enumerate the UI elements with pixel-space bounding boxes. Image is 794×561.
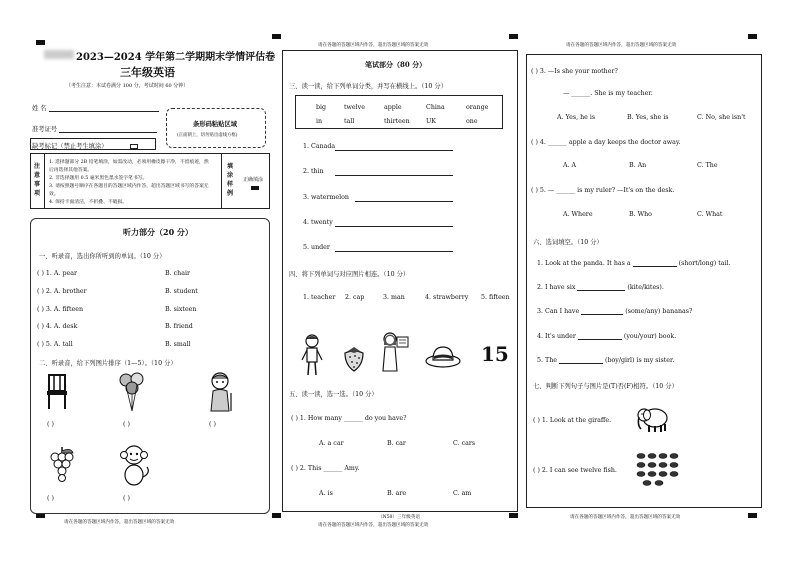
- middle-footer: （N58）三年级英语: [378, 515, 421, 520]
- q7-title: 七、判断下列句子与图片是(T)否(F)相符。（10 分）: [533, 383, 678, 390]
- q5-option[interactable]: C. No, she isn't: [697, 114, 746, 121]
- match-word[interactable]: 3. man: [383, 294, 405, 301]
- q5-question[interactable]: ( ) 4. ______ apple a day keeps the doctor away.: [531, 139, 681, 146]
- q3-item[interactable]: [303, 244, 330, 251]
- q6-item-pre: 2. I have six: [537, 284, 576, 291]
- q6-item-post: (some/any) bananas?: [625, 308, 693, 315]
- strawberry-icon[interactable]: [341, 345, 367, 373]
- right-section: [526, 54, 762, 508]
- q5-option[interactable]: A. Yes, he is: [557, 114, 596, 121]
- q6-item[interactable]: [537, 284, 664, 291]
- number-fifteen[interactable]: 15: [481, 342, 509, 366]
- listening-q1-item: ( ) 3. A. fifteen: [37, 306, 84, 313]
- registration-mark: [272, 513, 281, 518]
- q3-item[interactable]: [303, 168, 324, 175]
- ticket-field[interactable]: [32, 124, 157, 133]
- attention-item: 1. 选择题部分 2B 铅笔填涂，如需改动，必须用橡皮擦干净，不留痕迹，然后再选择其他答案。: [49, 160, 209, 173]
- q5-option[interactable]: C. cars: [453, 440, 476, 447]
- q6-item[interactable]: [537, 357, 674, 364]
- q6-blank[interactable]: [633, 266, 677, 267]
- q6-item-post: (boy/girl) is my sister.: [605, 357, 675, 364]
- header-notice: 请在各题的答题区域内作答，超出答题区域的答案无效: [318, 43, 429, 48]
- q6-item-pre: 4. It's under: [537, 333, 576, 340]
- listening-q1-option-b: B. friend: [165, 323, 193, 330]
- word-bank-word: in: [316, 118, 323, 125]
- name-label: 姓 名: [32, 105, 47, 112]
- q5-option[interactable]: C. am: [453, 490, 472, 497]
- monkey-icon: [117, 443, 151, 489]
- name-field[interactable]: [32, 103, 159, 112]
- word-bank-word: big: [316, 104, 327, 111]
- q7-item[interactable]: ( ) 1. Look at the giraffe.: [533, 417, 612, 424]
- ticket-label: 准考证号: [32, 126, 58, 133]
- header-notice: 请在各题的答题区域内作答，超出答题区域的答案无效: [566, 43, 677, 48]
- listening-q1-title: 一、听录音，选出你所听到的单词。（10 分）: [39, 253, 166, 260]
- q5-question[interactable]: ( ) 3. —Is she your mother?: [531, 68, 618, 75]
- listening-q1-item: ( ) 1. A. pear: [37, 270, 77, 277]
- word-bank-word: UK: [426, 118, 437, 125]
- q5-title: 五、读一读，选一选。（10 分）: [289, 391, 378, 398]
- exam-subject: 三年级英语: [120, 66, 175, 79]
- footer-notice: 请在各题的答题区域内作答，超出答题区域的答案无效: [64, 520, 175, 525]
- order-paren[interactable]: ( ): [47, 495, 54, 502]
- q3-answer-line[interactable]: [335, 251, 453, 252]
- q6-blank[interactable]: [577, 290, 625, 291]
- word-bank: [295, 95, 503, 129]
- q6-item[interactable]: [537, 308, 692, 315]
- q5-question[interactable]: ( ) 1. How many ______ do you have?: [291, 415, 407, 422]
- attention-label: 注意事项: [34, 163, 41, 197]
- q3-answer-line[interactable]: [335, 175, 453, 176]
- q5-question-answer: — ______. She is my teacher.: [563, 90, 653, 97]
- word-bank-word: twelve: [344, 104, 365, 111]
- exam-note: （考生注意：本试卷满分 100 分，考试时间 60 分钟）: [66, 83, 189, 89]
- listening-q1-item: ( ) 2. A. brother: [37, 288, 87, 295]
- match-word[interactable]: 5. fifteen: [481, 294, 510, 301]
- grapes-icon: [47, 445, 77, 487]
- q3-item-label: 2. thin: [303, 168, 324, 175]
- barcode-sub: (正面朝上，切勿贴出虚线方框): [177, 133, 238, 138]
- word-bank-word: apple: [384, 104, 402, 111]
- q6-item[interactable]: [537, 260, 731, 267]
- registration-mark: [509, 34, 518, 39]
- q5-option[interactable]: A. a car: [319, 440, 344, 447]
- man-icon[interactable]: [301, 333, 323, 377]
- attention-item: 3. 请按照题号顺序在各题目的答题区域内作答，超出答题区域书写的答案无效。: [49, 184, 209, 197]
- q6-blank[interactable]: [559, 363, 603, 364]
- word-bank-word: thirteen: [384, 118, 410, 125]
- q5-option[interactable]: B. An: [629, 162, 647, 169]
- word-bank-word: orange: [466, 104, 489, 111]
- q6-blank[interactable]: [581, 314, 623, 315]
- q4-title: 四、将下列单词与对应图片相连。（10 分）: [289, 271, 410, 278]
- q3-item[interactable]: [303, 219, 333, 226]
- balloons-icon: [117, 371, 147, 413]
- listening-q1-item: ( ) 5. A. tall: [37, 341, 73, 348]
- attention-list: [49, 159, 209, 207]
- q3-answer-line[interactable]: [335, 226, 453, 227]
- q6-item-pre: 5. The: [537, 357, 557, 364]
- registration-mark: [509, 513, 518, 518]
- q5-option[interactable]: A. A: [563, 162, 577, 169]
- sample-correct-label: 正确填涂: [243, 177, 264, 183]
- q3-item-label: 3. watermelon: [303, 194, 349, 201]
- registration-mark: [748, 513, 757, 518]
- q3-answer-line[interactable]: [335, 150, 453, 151]
- q3-answer-line[interactable]: [355, 201, 453, 202]
- order-paren[interactable]: ( ): [209, 421, 216, 428]
- listening-q1-option-b: B. sixteen: [165, 306, 197, 313]
- absent-row-border: [30, 138, 156, 150]
- sample-filled-mark: [251, 186, 259, 190]
- q6-item-post: (kite/kites).: [627, 284, 664, 291]
- footer-notice: 请在各题的答题区域内作答，超出答题区域的答案无效: [570, 515, 681, 520]
- q5-option[interactable]: B. are: [387, 490, 407, 497]
- barcode-label: 条形码粘贴区域: [193, 121, 238, 128]
- registration-mark: [272, 34, 281, 39]
- sample-label: 填涂样例: [227, 163, 234, 197]
- written-title: 笔试部分（80 分）: [365, 60, 427, 69]
- match-word[interactable]: 4. strawberry: [425, 294, 469, 301]
- match-word[interactable]: 2. cap: [345, 294, 365, 301]
- chair-icon: [45, 373, 71, 411]
- absent-label: 缺考标记（禁止考生填涂）: [32, 143, 108, 150]
- q5-option[interactable]: C. The: [697, 162, 718, 169]
- q7-item[interactable]: ( ) 2. I can see twelve fish.: [533, 467, 617, 474]
- q3-item-label: 5. under: [303, 244, 330, 251]
- q3-item[interactable]: [303, 194, 349, 201]
- listening-q1-option-b: B. chair: [165, 270, 190, 277]
- footer-notice: 请在各题的答题区域内作答，超出答题区域的答案无效: [318, 523, 429, 528]
- q5-option[interactable]: B. Who: [629, 211, 652, 218]
- q6-title: 六、选词填空。（10 分）: [533, 239, 603, 246]
- listening-q1-item: ( ) 4. A. desk: [37, 323, 78, 330]
- q6-item-pre: 1. Look at the panda. It has a: [537, 260, 631, 267]
- ticket-line[interactable]: [59, 132, 157, 133]
- listening-q1-option-b: B. small: [165, 341, 191, 348]
- match-word[interactable]: 1. teacher: [303, 294, 336, 301]
- listening-title: 听力部分（20 分）: [123, 227, 193, 237]
- exam-title: 2023—2024 学年第二学期期末学情评估卷: [76, 52, 276, 63]
- registration-mark: [36, 40, 45, 45]
- written-section: [282, 50, 518, 512]
- q5-question[interactable]: ( ) 2. This ______ Amy.: [291, 465, 360, 472]
- q3-item-label: 1. Canada: [303, 143, 336, 150]
- q5-option[interactable]: A. is: [319, 490, 333, 497]
- q6-blank[interactable]: [578, 339, 622, 340]
- sample-divider: [221, 154, 222, 208]
- order-paren[interactable]: ( ): [123, 421, 130, 428]
- teacher-icon[interactable]: [379, 331, 409, 377]
- registration-mark: [748, 34, 757, 39]
- q6-item-post: (short/long) tail.: [678, 260, 731, 267]
- attention-box: [30, 153, 270, 209]
- q5-option[interactable]: A. Where: [563, 211, 593, 218]
- attention-divider: [44, 154, 45, 208]
- q6-item-post: (you/your) book.: [623, 333, 677, 340]
- q5-option[interactable]: C. What: [697, 211, 723, 218]
- order-paren[interactable]: ( ): [47, 421, 54, 428]
- listening-q2-title: 二、听录音，给下列图片排序（1—5）。（10 分）: [39, 360, 177, 367]
- order-paren[interactable]: ( ): [123, 495, 130, 502]
- q5-question[interactable]: ( ) 5. — ______ is my ruler? —It's on the desk.: [531, 187, 675, 194]
- cap-icon[interactable]: [425, 343, 461, 369]
- fish-group-icon: [635, 451, 679, 489]
- q3-item-label: 4. twenty: [303, 219, 333, 226]
- q3-item[interactable]: [303, 143, 335, 150]
- word-bank-word: one: [466, 118, 478, 125]
- q6-item-pre: 3. Can I have: [537, 308, 580, 315]
- grandmother-icon: [205, 371, 235, 413]
- elephant-icon: [635, 403, 671, 433]
- listening-q1-option-b: B. student: [165, 288, 198, 295]
- q5-option[interactable]: B. car: [387, 440, 406, 447]
- blurred-school-name: [44, 50, 74, 59]
- q5-option[interactable]: B. Yes, she is: [627, 114, 669, 121]
- listening-section: [30, 218, 270, 514]
- word-bank-word: tall: [344, 118, 355, 125]
- q3-title: 三、读一读，给下列单词分类，并写在横线上。（10 分）: [289, 83, 447, 90]
- attention-item: 4. 保持卡面清洁，不折叠、不破损。: [49, 200, 128, 205]
- name-line[interactable]: [49, 111, 159, 112]
- q6-item[interactable]: [537, 333, 676, 340]
- word-bank-word: China: [426, 104, 445, 111]
- barcode-area: [166, 108, 266, 148]
- attention-item: 2. 非选择题用 0.5 毫米黑色墨水签字笔书写。: [49, 176, 148, 181]
